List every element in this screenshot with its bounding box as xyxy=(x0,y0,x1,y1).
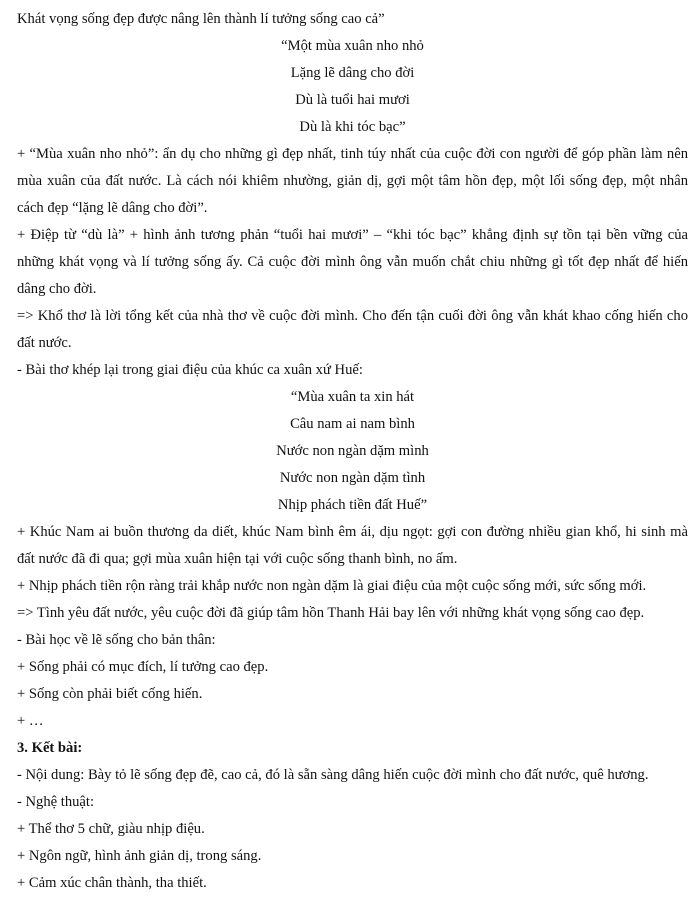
paragraph: => Khổ thơ là lời tổng kết của nhà thơ về cuộc đời mình. Cho đến tận cuối đời ông vẫn khát khao cống hiến cho đất nước. xyxy=(17,308,688,351)
list-item: + … xyxy=(17,713,44,729)
paragraph: - Nội dung: Bày tỏ lẽ sống đẹp đẽ, cao cả, đó là sẵn sàng dâng hiến cuộc đời mình cho đất nước, quê hương. xyxy=(17,767,649,783)
poem-line: Nước non ngàn dặm tình xyxy=(279,470,426,486)
paragraph: - Bài thơ khép lại trong giai điệu của khúc ca xuân xứ Huế: xyxy=(17,362,363,378)
text-line: Khát vọng sống đẹp được nâng lên thành lí tưởng sống cao cả” xyxy=(17,11,385,27)
list-item: + Thể thơ 5 chữ, giàu nhịp điệu. xyxy=(17,821,205,837)
list-item: + Sống phải có mục đích, lí tưởng cao đẹp. xyxy=(17,659,269,675)
poem-line: Nước non ngàn dặm mình xyxy=(276,443,429,459)
section-heading: 3. Kết bài: xyxy=(17,740,83,756)
poem-line: Nhịp phách tiền đất Huế” xyxy=(277,497,428,513)
list-item: + Cảm xúc chân thành, tha thiết. xyxy=(17,875,207,891)
poem-line: Câu nam ai nam bình xyxy=(290,416,415,432)
paragraph: + Điệp từ “dù là” + hình ảnh tương phản “tuổi hai mươi” – “khi tóc bạc” khẳng định sự tồn tại bền vững của những khát vọng và lí tưởng sống ấy. Cả cuộc đời mình ông vẫn muốn chắt chiu những gì tốt đẹp nhất để hiến dâng cho đời. xyxy=(17,227,688,297)
poem-line: “Mùa xuân ta xin hát xyxy=(290,389,415,405)
paragraph: + Khúc Nam ai buồn thương da diết, khúc Nam bình êm ái, dịu ngọt: gợi con đường nhiều gian khổ, hi sinh mà đất nước đã đi qua; gợi mùa xuân hiện tại với cuộc sống thanh bình, no ấm. xyxy=(17,524,688,567)
paragraph: - Bài học về lẽ sống cho bản thân: xyxy=(17,632,216,648)
list-item: + Sống còn phải biết cống hiến. xyxy=(17,686,203,702)
poem-line: Lặng lẽ dâng cho đời xyxy=(290,65,415,81)
paragraph: + Nhịp phách tiền rộn ràng trải khắp nước non ngàn dặm là giai điệu của một cuộc sống mới, sức sống mới. xyxy=(17,578,647,594)
list-item: + Ngôn ngữ, hình ảnh giản dị, trong sáng. xyxy=(17,848,262,864)
poem-line: Dù là khi tóc bạc” xyxy=(299,119,406,135)
paragraph: => Tình yêu đất nước, yêu cuộc đời đã giúp tâm hồn Thanh Hải bay lên với những khát vọng sống cao đẹp. xyxy=(17,605,645,621)
poem-line: Dù là tuổi hai mươi xyxy=(295,92,410,108)
poem-line: “Một mùa xuân nho nhỏ xyxy=(281,38,424,54)
paragraph: + “Mùa xuân nho nhỏ”: ẩn dụ cho những gì đẹp nhất, tinh túy nhất của cuộc đời con người để góp phần làm nên mùa xuân của đất nước. Là cách nói khiêm nhường, giản dị, gợi một tâm hồn đẹp, một lối sống đẹp, một nhân cách đẹp “lặng lẽ dâng cho đời”. xyxy=(17,146,688,216)
list-item: - Nghệ thuật: xyxy=(17,794,95,810)
